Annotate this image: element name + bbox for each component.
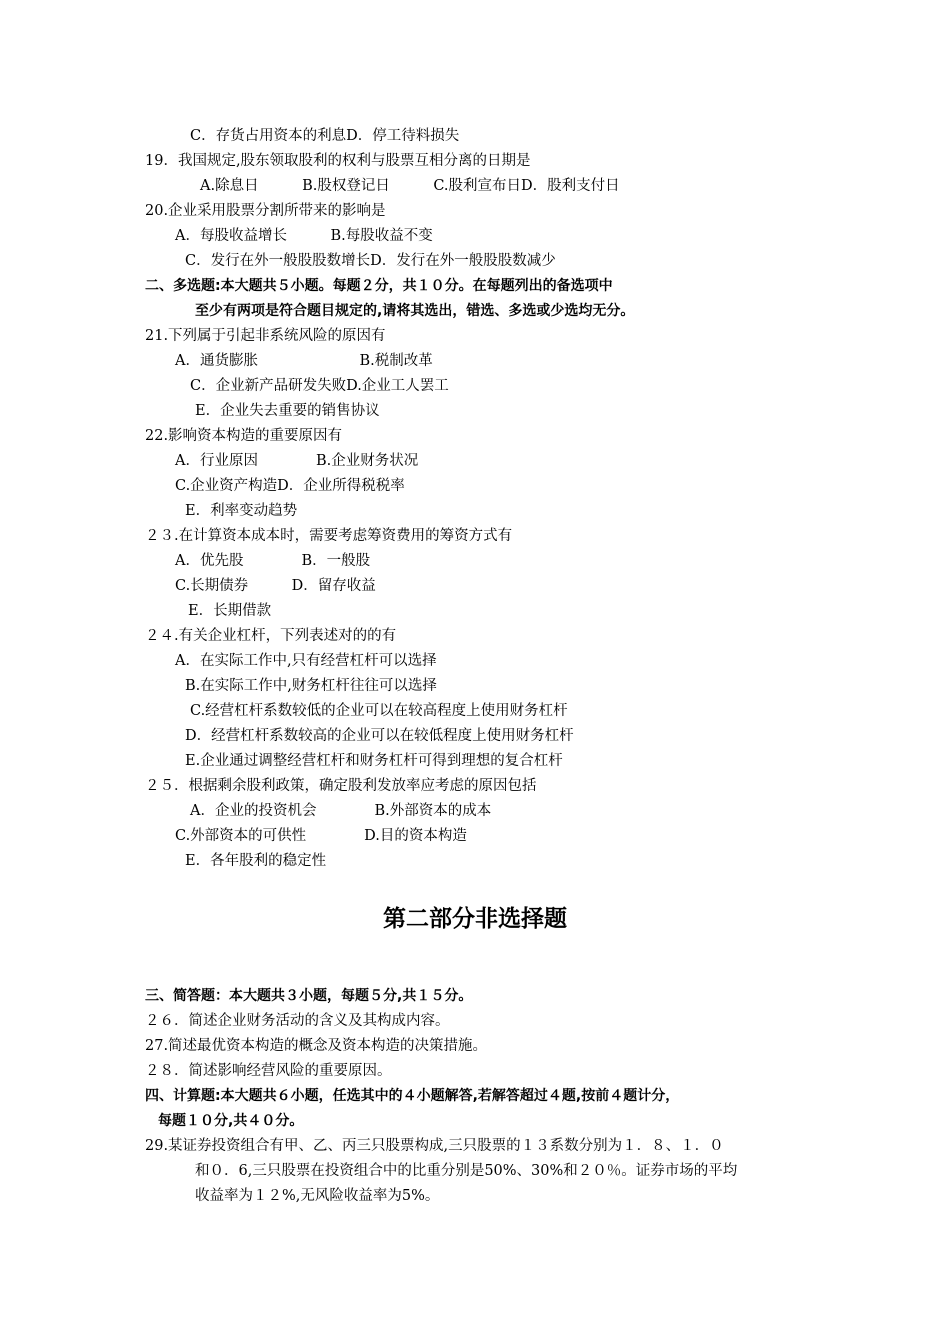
question-25: ２５．根据剩余股利政策，确定股利发放率应考虑的原因包括 xyxy=(145,778,537,794)
question-29-continued: 和０．6,三只股票在投资组合中的比重分别是50%、30%和２０％。证券市场的平均 xyxy=(195,1163,738,1179)
option-line: C．存货占用资本的利息D．停工待料损失 xyxy=(190,128,460,144)
section-heading-multiple-choice: 二、多选题:本大题共５小题。每题２分，共１０分。在每题列出的备选项中 xyxy=(145,278,613,294)
option-line: C.企业资产构造D．企业所得税税率 xyxy=(175,478,405,494)
option-line: C.外部资本的可供性 D.目的资本构造 xyxy=(175,828,467,844)
option-line: A．优先股 B．一般股 xyxy=(175,553,371,569)
option-line: C．发行在外一般股股数增长D．发行在外一般股股数减少 xyxy=(185,253,556,269)
option-line: A．每股收益增长 B.每股收益不变 xyxy=(175,228,433,244)
question-24: ２４.有关企业杠杆，下列表述对的的有 xyxy=(145,628,397,644)
question-19: 19．我国规定,股东领取股利的权利与股票互相分离的日期是 xyxy=(145,153,531,169)
question-21: 21.下列属于引起非系统风险的原因有 xyxy=(145,328,386,344)
option-line: D．经营杠杆系数较高的企业可以在较低程度上使用财务杠杆 xyxy=(185,728,574,744)
option-line: E．利率变动趋势 xyxy=(185,503,298,519)
section-heading-calculation: 四、计算题:本大题共６小题，任选其中的４小题解答,若解答超过４题,按前４题计分， xyxy=(145,1088,680,1104)
option-line: A.除息日 B.股权登记日 C.股利宣布日D．股利支付日 xyxy=(200,178,620,194)
option-line: A．通货膨胀 B.税制改革 xyxy=(175,353,433,369)
question-29-continued: 收益率为１２%,无风险收益率为5%。 xyxy=(195,1188,440,1204)
section-heading-continued: 每题１０分,共４０分。 xyxy=(158,1113,304,1129)
question-22: 22.影响资本构造的重要原因有 xyxy=(145,428,343,444)
question-29: 29.某证券投资组合有甲、乙、丙三只股票构成,三只股票的１３系数分别为１．８、１．０ xyxy=(145,1138,724,1154)
question-27: 27.简述最优资本构造的概念及资本构造的决策措施。 xyxy=(145,1038,488,1054)
option-line: A．企业的投资机会 B.外部资本的成本 xyxy=(190,803,492,819)
option-line: C．企业新产品研发失败D.企业工人罢工 xyxy=(190,378,449,394)
option-line: B.在实际工作中,财务杠杆往往可以选择 xyxy=(185,678,437,694)
section-heading-short-answer: 三、简答题：本大题共３小题，每题５分,共１５分。 xyxy=(145,988,473,1004)
option-line: E．各年股利的稳定性 xyxy=(185,853,327,869)
question-26: ２６．简述企业财务活动的含义及其构成内容。 xyxy=(145,1013,450,1029)
part-two-title: 第二部分非选择题 xyxy=(383,906,567,932)
section-heading-continued: 至少有两项是符合题目规定的,请将其选出，错选、多选或少选均无分。 xyxy=(195,303,635,319)
question-23: ２３.在计算资本成本时，需要考虑筹资费用的筹资方式有 xyxy=(145,528,513,544)
question-20: 20.企业采用股票分割所带来的影响是 xyxy=(145,203,386,219)
option-line: E.企业通过调整经营杠杆和财务杠杆可得到理想的复合杠杆 xyxy=(185,753,563,769)
option-line: A．行业原因 B.企业财务状况 xyxy=(175,453,419,469)
question-28: ２８．简述影响经营风险的重要原因。 xyxy=(145,1063,392,1079)
option-line: E．企业失去重要的销售协议 xyxy=(195,403,380,419)
option-line: A．在实际工作中,只有经营杠杆可以选择 xyxy=(175,653,437,669)
option-line: E．长期借款 xyxy=(188,603,272,619)
option-line: C.经营杠杆系数较低的企业可以在较高程度上使用财务杠杆 xyxy=(190,703,568,719)
option-line: C.长期债券 D．留存收益 xyxy=(175,578,376,594)
